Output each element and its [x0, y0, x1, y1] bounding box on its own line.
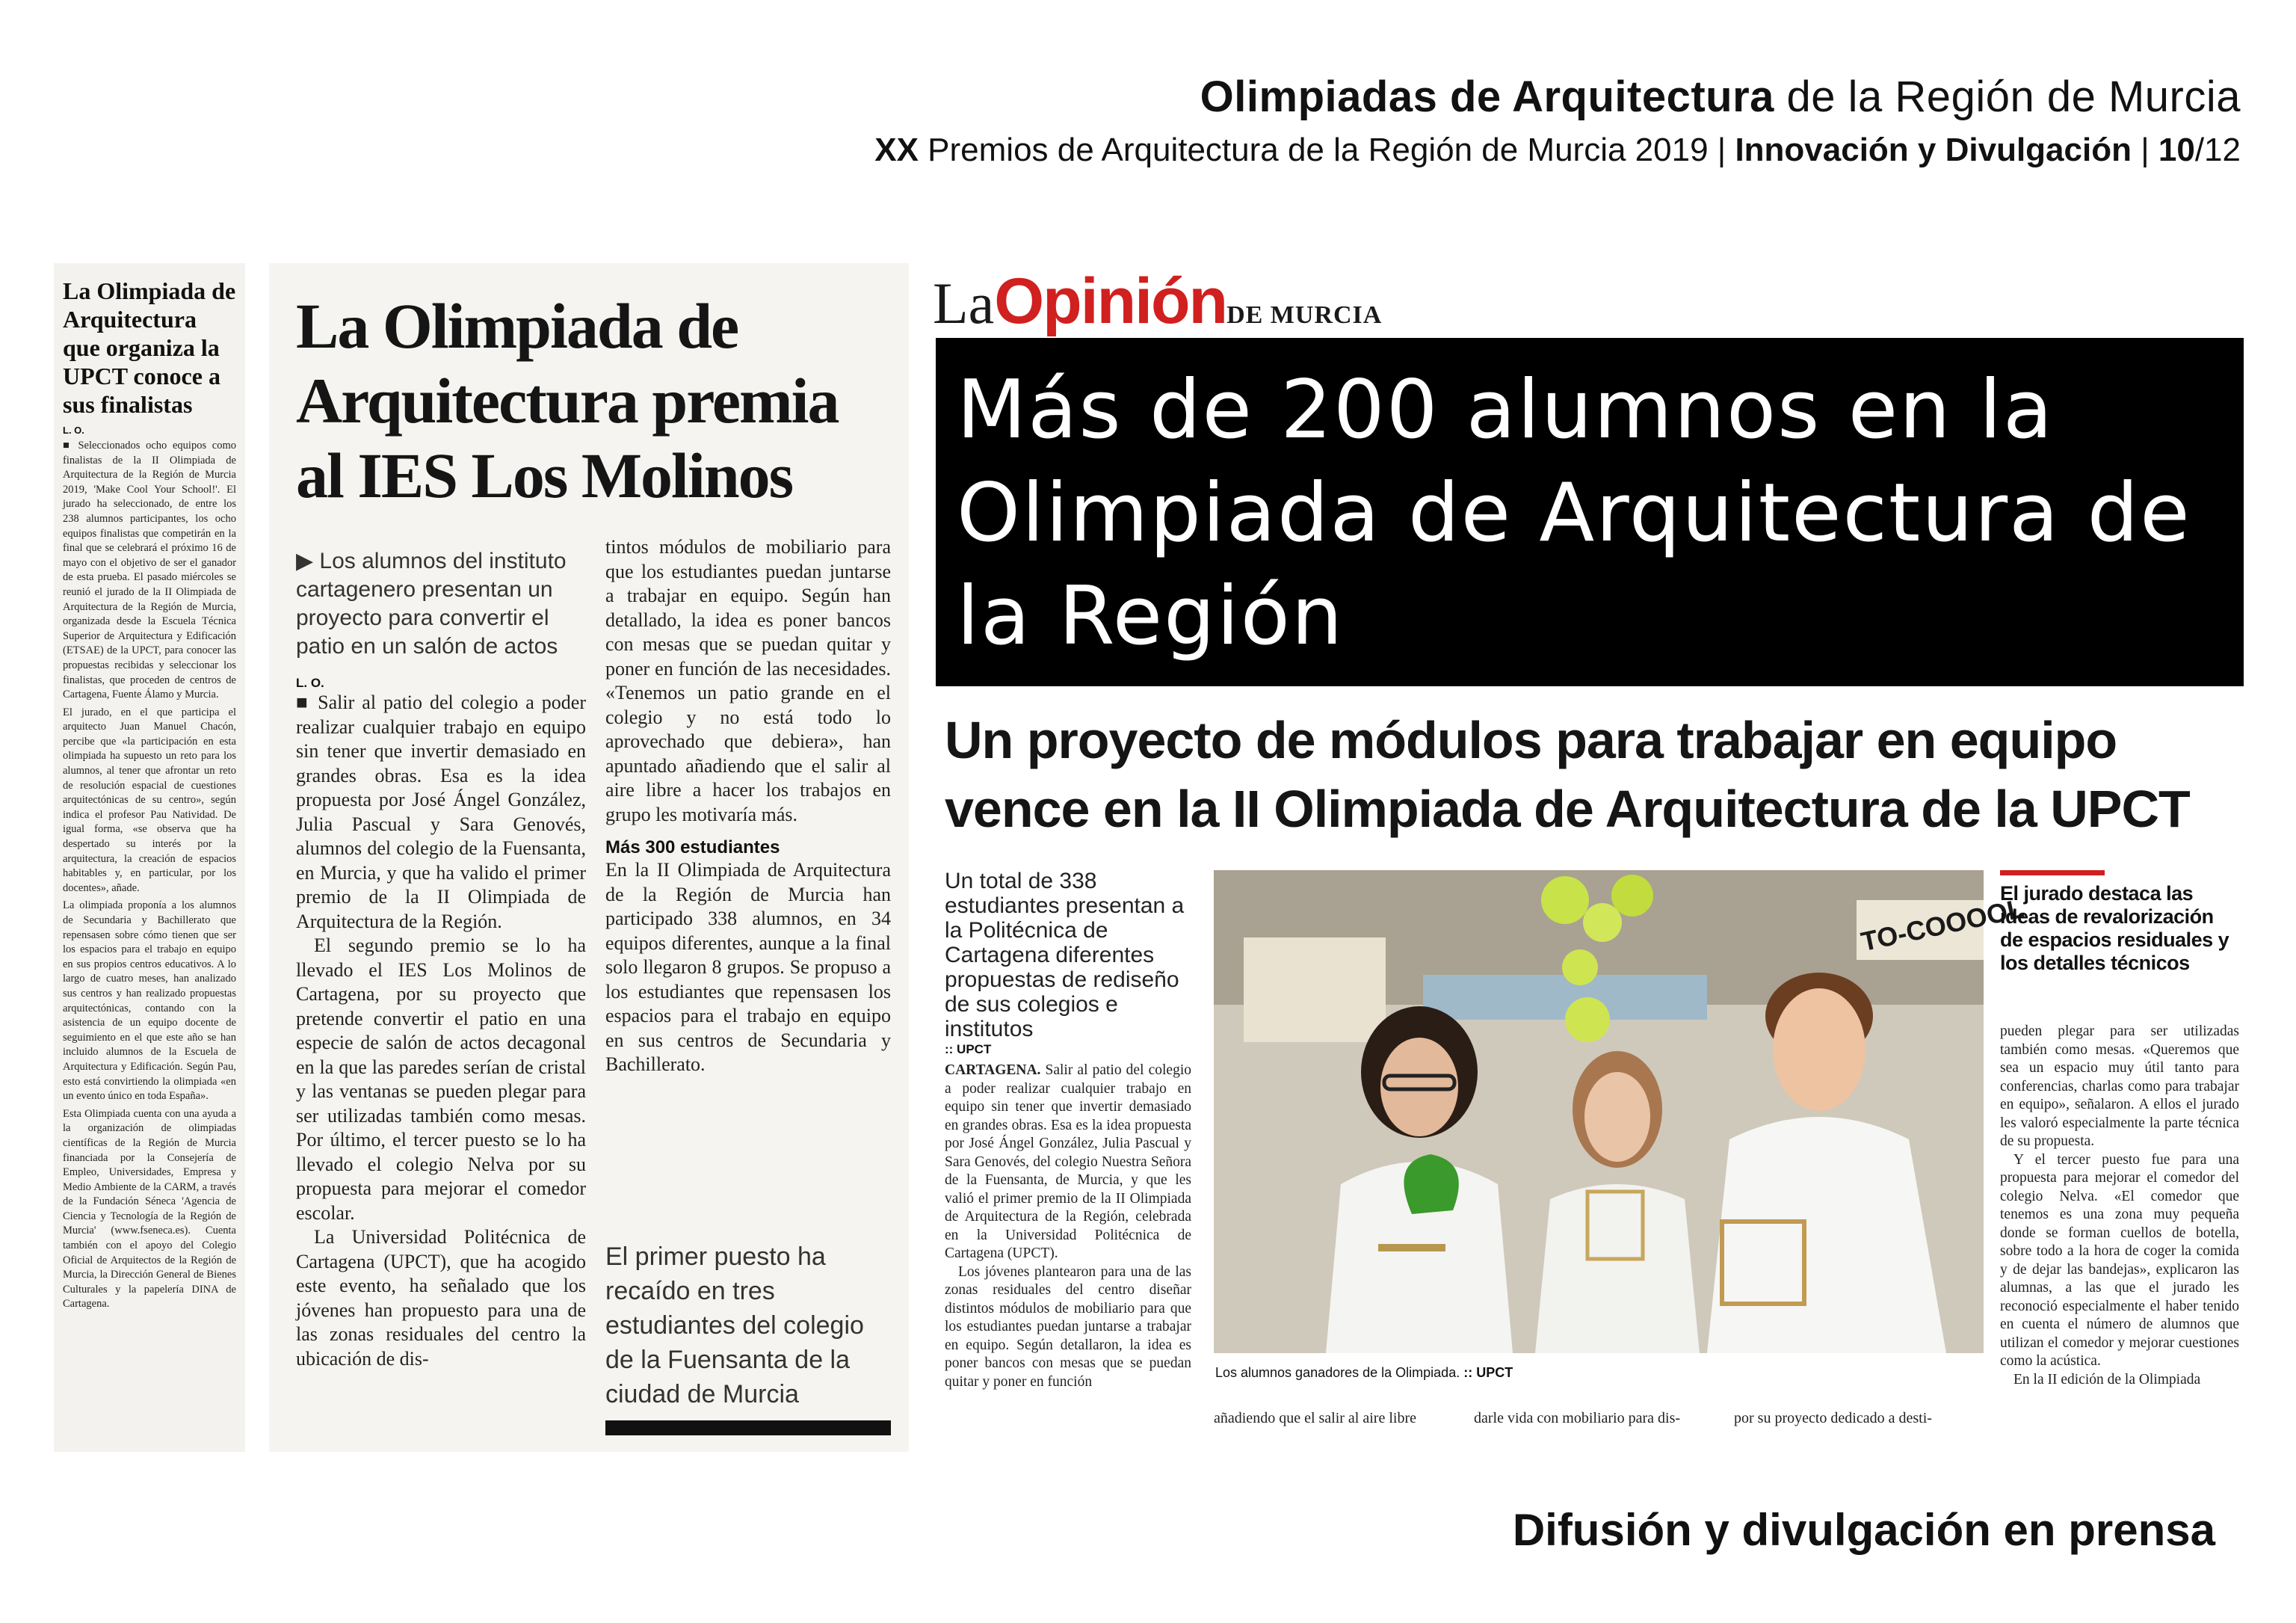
clip2-right-column	[605, 535, 891, 1077]
clip3-side-headline: El jurado destaca las ideas de revalorización de espacios residuales y los detalles técnicos	[2000, 882, 2229, 974]
clip3-dateline: CARTAGENA.	[945, 1062, 1041, 1078]
header-title-rest: de la Región de Murcia	[1774, 73, 2241, 121]
clip3-bottom-line: por su proyecto dedicado a desti-	[1734, 1410, 1932, 1426]
students-photo	[1214, 870, 2027, 1353]
clip1-paragraph: El jurado, en el que participa el arquitecto Juan Manuel Chacón, percibe que «la participación en esta olimpiada ha supuesto un reto para los alumnos, al tener que afrontar un reto de resolución espacial de cuestiones arquitectónicas de su centro», según indica el profesor Pau Natividad. De igual forma, «se observa que ha despertado su interés por la arquitectura, la creación de espacios habitables y, en particular, por los docentes», añade.	[63, 706, 236, 894]
clip3-bottom-line: darle vida con mobiliario para dis-	[1474, 1410, 1681, 1426]
clip3-col4-text2: Y el tercer puesto fue para una propuesta para mejorar el comedor del colegio Nelva. «El comedor que tenemos es una zona muy pequeña donde se forman cuellos de botella, sobre todo a la hora de coger la comida y de dejar las bandejas», explicaron las alumnas, a las que el jurado les reconoció especialmente el haber tenido en cuenta el número de alumnos que utilizan el comedor y mejorar cuestiones como la acústica.	[2000, 1151, 2239, 1369]
photo-caption	[1215, 1365, 1513, 1381]
header-subtitle-text: Premios de Arquitectura de la Región de Murcia 2019 |	[918, 132, 1735, 168]
photo-caption-credit: :: UPCT	[1463, 1365, 1513, 1380]
header-page-total: /12	[2194, 132, 2241, 168]
photo-caption-text: Los alumnos ganadores de la Olimpiada.	[1215, 1365, 1460, 1380]
clip2-subtitle: ▶ Los alumnos del instituto cartagenero presentan un proyecto para convertir el patio en un salón de actos	[296, 549, 567, 659]
clip2-paragraph: ■ Salir al patio del colegio a poder realizar cualquier trabajo en equipo sin tener que invertir demasiado en grandes obras. Esa es la idea propuesta por José Ángel González, Julia Pascual y Sara Genovés, alumnos del colegio de la Fuensanta, en Murcia, y que ha valido el primer premio de la II Olimpiada de Arquitectura de la Región.	[296, 692, 586, 932]
header-subtitle-edition: XX	[874, 132, 919, 168]
clip2-title: La Olimpiada de Arquitectura premia al IES Los Molinos	[296, 290, 839, 511]
clip2-left-column	[296, 547, 586, 1371]
clip2-rule	[605, 1420, 891, 1435]
clip2-paragraph: En la II Olimpiada de Arquitectura de la Región de Murcia han participado 338 alumnos, en 34 equipos diferentes, aunque a la final solo llegaron 8 grupos. Se propuso a los estudiantes que repensasen los espacios para el trabajo en equipo en sus centros de Secundaria y Bachillerato.	[605, 859, 891, 1075]
clip3-col4-text3: En la II edición de la Olimpiada	[2013, 1371, 2201, 1388]
clip1-paragraph: Esta Olimpiada cuenta con una ayuda a la organización de olimpiadas científicas de la Región de Murcia financiada por la Consejería de Empleo, Universidades, Empresa y Medio Ambiente de la CARM, a través de la Fundación Séneca 'Agencia de Ciencia y Tecnología de la Región de Murcia' (www.fseneca.es). Cuenta también con el apoyo del Colegio Oficial de Arquitectos de la Región de Murcia, la Dirección General de Bienes Culturales y la papelería DINA de Cartagena.	[63, 1107, 236, 1311]
banner-title: Más de 200 alumnos en la Olimpiada de Arquitectura de la Región	[957, 363, 2191, 663]
header-subtitle-category: Innovación y Divulgación	[1735, 132, 2132, 168]
header-title-bold: Olimpiadas de Arquitectura	[1200, 73, 1774, 121]
clip3-credit: :: UPCT	[945, 1042, 992, 1056]
clip3-col1-text: Salir al patio del colegio a poder realizar cualquier trabajo en equipo sin tener que invertir demasiado en grandes obras. Esa es la idea propuesta por José Ángel González, Julia Pascual y Sara Genovés, del colegio Nuestra Señora de la Fuensanta, de Murcia, y que les valió el primer premio de la II Olimpiada de Arquitectura de la Región, celebrada en la Universidad Politécnica de Cartagena (UPCT).	[945, 1062, 1191, 1261]
logo-la: La	[933, 271, 995, 336]
logo-region: DE MURCIA	[1226, 301, 1383, 329]
clip2-paragraph: El segundo premio se lo ha llevado el IES Los Molinos de Cartagena, por su proyecto que pretende convertir el patio en una especie de salón de actos decagonal en la que las paredes serían de cristal y las ventanas se pueden plegar para ser utilizadas también como mesas. Por último, el tercer puesto se lo ha llevado el colegio Nelva por su propuesta para mejorar el comedor escolar.	[296, 934, 586, 1224]
section-footer-label: Difusión y divulgación en prensa	[1512, 1505, 2215, 1555]
clip1-paragraph: La olimpiada proponía a los alumnos de Secundaria y Bachillerato que repensasen sobre cómo tienen que ser los espacios para el trabajo en equipo en sus propios centros educativos. A lo largo de cuatro meses, han analizado sus centros y han realizado propuestas arquitectónicas, contando con la asistencia de un equipo docente de seguimiento en el que este año se han incluido alumnos de la Escuela de Arquitectura y Edificación. Según Pau, esto está convirtiendo la olimpiada «en un evento único en toda España».	[63, 899, 236, 1103]
press-clipping-3	[930, 263, 2245, 1452]
press-clipping-2	[269, 263, 909, 1452]
logo-opinion: Opinión	[994, 265, 1227, 337]
clip2-byline: L. O.	[296, 676, 324, 690]
side-accent-line	[2000, 870, 2105, 875]
clip3-column-1	[945, 1062, 1191, 1391]
clip3-intro: Un total de 338 estudiantes presentan a la Politécnica de Cartagena diferentes propuestas de rediseño de sus colegios e institutos	[945, 869, 1185, 1041]
header-page-number: 10	[2158, 132, 2195, 168]
clip2-subhead: Más 300 estudiantes	[605, 837, 780, 857]
clip3-column-4	[2000, 1023, 2239, 1389]
header-subtitle-separator: |	[2131, 132, 2158, 168]
press-clipping-1	[54, 263, 245, 1452]
clip1-title: La Olimpiada de Arquitectura que organiza la UPCT conoce a sus finalistas	[63, 277, 236, 418]
clip3-bottom-line: añadiendo que el salir al aire libre	[1214, 1410, 1416, 1426]
clip1-paragraph: ■ Seleccionados ocho equipos como finalistas de la II Olimpiada de Arquitectura de la Región de Murcia 2019, 'Make Cool Your School!'. El jurado ha seleccionado, de entre los 238 alumnos participantes, los ocho equipos finalistas que competirán en la final que se celebrará el próximo 16 de mayo con el objetivo de ser el ganador de esta prueba. El pasado miércoles se reunió el jurado de la II Olimpiada de Arquitectura de la Región de Murcia, organizada desde la Escuela Técnica Superior de Arquitectura y Edificación (ETSAE) de la UPCT, para conocer las propuestas recibidas y seleccionar los finalistas, que proceden de centros de Cartagena, Fuente Álamo y Murcia.	[63, 440, 236, 701]
page-header-subtitle	[874, 132, 2241, 169]
page-header-title	[1200, 72, 2241, 122]
clip3-col1-text2: Los jóvenes plantearon para una de las zonas residuales del centro diseñar distintos módulos de mobiliario para que los estudiantes puedan juntarse a trabajar en equipo. Según detallaron, la idea es poner bancos con mesas que se puedan quitar y poner en función	[945, 1263, 1191, 1390]
clip3-col4-text: pueden plegar para ser utilizadas también como mesas. «Queremos que sea un espacio muy útil tanto para conferencias, charlas como para trabajar en equipo», señalaron. A ellos el jurado les valoró especialmente la parte técnica de su propuesta.	[2000, 1023, 2239, 1149]
newspaper-logo	[933, 265, 1382, 339]
clip2-paragraph: tintos módulos de mobiliario para que los estudiantes puedan juntarse a trabajar en equipo. Según han detallado, la idea es poner bancos con mesas que se puedan quitar y poner en función de las necesidades. «Tenemos un patio grande en el colegio y no está todo lo aprovechado que debiera», han apuntado añadiendo que el salir al aire libre a hacer los trabajos en grupo les motivaría más.	[605, 536, 891, 825]
clip2-paragraph: La Universidad Politécnica de Cartagena (UPCT), que ha acogido este evento, ha señalado que los jóvenes han propuesto para una de las zonas residuales del centro la ubicación de dis-	[296, 1226, 586, 1370]
students-photo-illustration	[1214, 870, 2027, 1353]
clip1-byline: L. O.	[63, 425, 84, 436]
clip2-pull-quote: El primer puesto ha recaído en tres estudiantes del colegio de la Fuensanta de la ciudad de Murcia	[605, 1242, 864, 1408]
photo-banner-text: TO-COOOOL	[1858, 893, 2027, 958]
black-title-banner	[936, 338, 2244, 686]
clip3-headline: Un proyecto de módulos para trabajar en equipo vence en la II Olimpiada de Arquitectura de la UPCT	[945, 711, 2190, 838]
